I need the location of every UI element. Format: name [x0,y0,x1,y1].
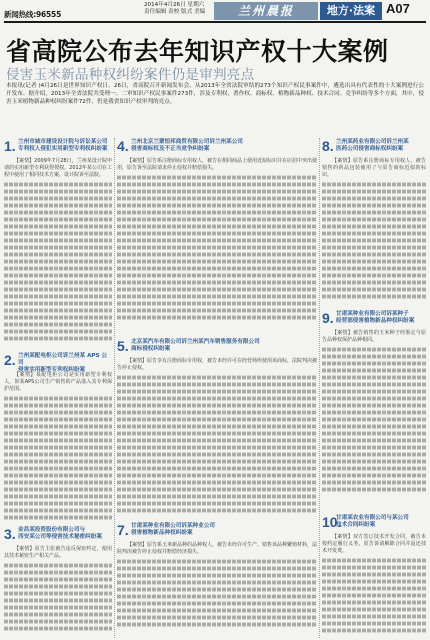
case-number: 7. [117,522,129,538]
case-title: 兰州市城市建设设计院与诉讼某公司 [18,139,108,145]
case-title: 北京某汽车有限公司诉兰州某汽车销售服务有限公司 [131,339,260,345]
case-number: 4. [117,138,129,154]
case-item [4,138,112,348]
masthead-rule [4,21,426,23]
article-columns [4,138,426,638]
case-item [117,138,317,334]
left-column [4,138,112,638]
case-subtitle: 侵害商标权及不正当竞争纠纷案 [131,146,210,152]
main-headline: 省高院公布去年知识产权十大案例 [6,37,389,66]
case-title: 兰州北京兰蒙恒邦商贸有限公司诉兰州某公司 [131,139,243,145]
case-number: 2. [4,352,16,368]
case-body: 【案情】双方签订技术开发合同，被告未按约定履行义务，原告诉请解除合同并返还技术开发费。 [322,534,426,634]
case-body: 【案情】2009年7月28日，兰州某设计院申请的实用新型专利获得授权，2012年某公司在工程中使用了相同技术方案，设计院诉至法院。 [4,158,112,342]
case-title: 兰州某药业有限公司诉兰州某 [336,139,409,145]
case-item [4,526,112,638]
case-subtitle: 商标侵权纠纷案 [131,346,171,352]
case-body: 【案情】原告系玉米新品种的品种权人，被告未经许可生产、销售该品种繁殖材料，法院判决被告停止侵权并赔偿经济损失。 [117,542,317,628]
case-subtitle: 侵害植物新品种权纠纷案 [131,530,193,536]
case-body: 【案情】被告销售的玉米种子经鉴定与原告品种权保护品种相同。 [322,330,426,493]
case-title: 甘肃某农业有限公司与某公司 [336,515,409,521]
dateline [144,2,205,16]
case-number: 10. [322,514,342,530]
case-title: 甘肃某种业有限公司诉某种业公司 [131,523,215,529]
case-body: 【案情】原告享有注册商标专用权，被告未经许可在经营场所使用该商标，法院判决被告停止侵权。 [117,358,317,514]
editor-credits: 责任编辑 责校 版式 美编 [144,9,206,15]
case-body: 【案情】原告主张被告违反保密约定，使用其技术秘密生产相关产品。 [4,546,112,632]
newspaper-logo: 兰州晨报 [214,2,318,20]
case-subtitle: 侵害实用新型专利权纠纷案 [18,367,86,373]
case-item [117,338,317,518]
case-number: 8. [322,138,334,154]
section-name: 地方·法案 [320,2,382,20]
lead-paragraph: 本报讯(记者 )4月26日是世界知识产权日。26日，省高院召开新闻发布会，从2013年全省法院审结的273个知识产权民事案件中，遴选出具有代表性的十大案例进行公开发布。据介绍，2013年全省法院共受理一、二审知识产权民事案件273件，涉及专利权、著作权、商标权、植物新品种权、技术合同、竞争纠纷等多个方面，其中，侵害玉米植物新品种权纠纷案件72件，仍是我省知识产权审判的亮点。 [6,83,424,105]
case-subtitle: 经营部侵害植物新品种权纠纷案 [336,318,415,324]
subheadline: 侵害玉米新品种权纠纷案件仍是审判亮点 [6,67,255,83]
case-body: 【案情】原告系注册商标专用权人，被告销售的药品包装使用了与原告商标近似的标识。 [322,158,426,300]
case-subtitle: 专利权人侵犯实用新型专利权纠纷案 [18,146,108,152]
case-number: 1. [4,138,16,154]
case-item [322,514,426,638]
case-title: 兰州某配电柜公司诉兰州某 APS 公司 [18,353,108,366]
right-column [322,138,426,638]
middle-column [117,138,317,638]
case-subtitle: 医药公司侵害商标权纠纷案 [336,146,404,152]
case-item [322,310,426,510]
case-subtitle: 西安某公司等侵害技术秘密纠纷案 [18,534,102,540]
case-body: 【案情】原告系注册商标专用权人，被告在相同商品上使用近似标识并在店招中突出使用，原告诉至法院请求停止侵权并赔偿损失。 [117,158,317,321]
case-item [4,352,112,522]
case-number: 9. [322,310,334,326]
case-title: 甘肃某种业有限公司诉某种子 [336,311,409,317]
news-hotline: 新闻热线:96555 [4,10,62,19]
case-item [322,138,426,306]
case-subtitle: 技术合同纠纷案 [336,522,376,528]
case-number: 3. [4,526,16,542]
date-text: 2014年4月26日 星期六 [144,2,205,8]
column-divider [319,138,320,638]
case-body: 【案情】某配电柜公司是实用新型专利权人，诉某APS公司生产销售的产品落入其专利保护范围。 [4,372,112,521]
case-item [117,522,317,638]
case-number: 5. [117,338,129,354]
case-title: 金昌某投资股份有限公司与 [18,527,86,533]
column-divider [114,138,115,638]
page-number: A07 [386,1,410,16]
